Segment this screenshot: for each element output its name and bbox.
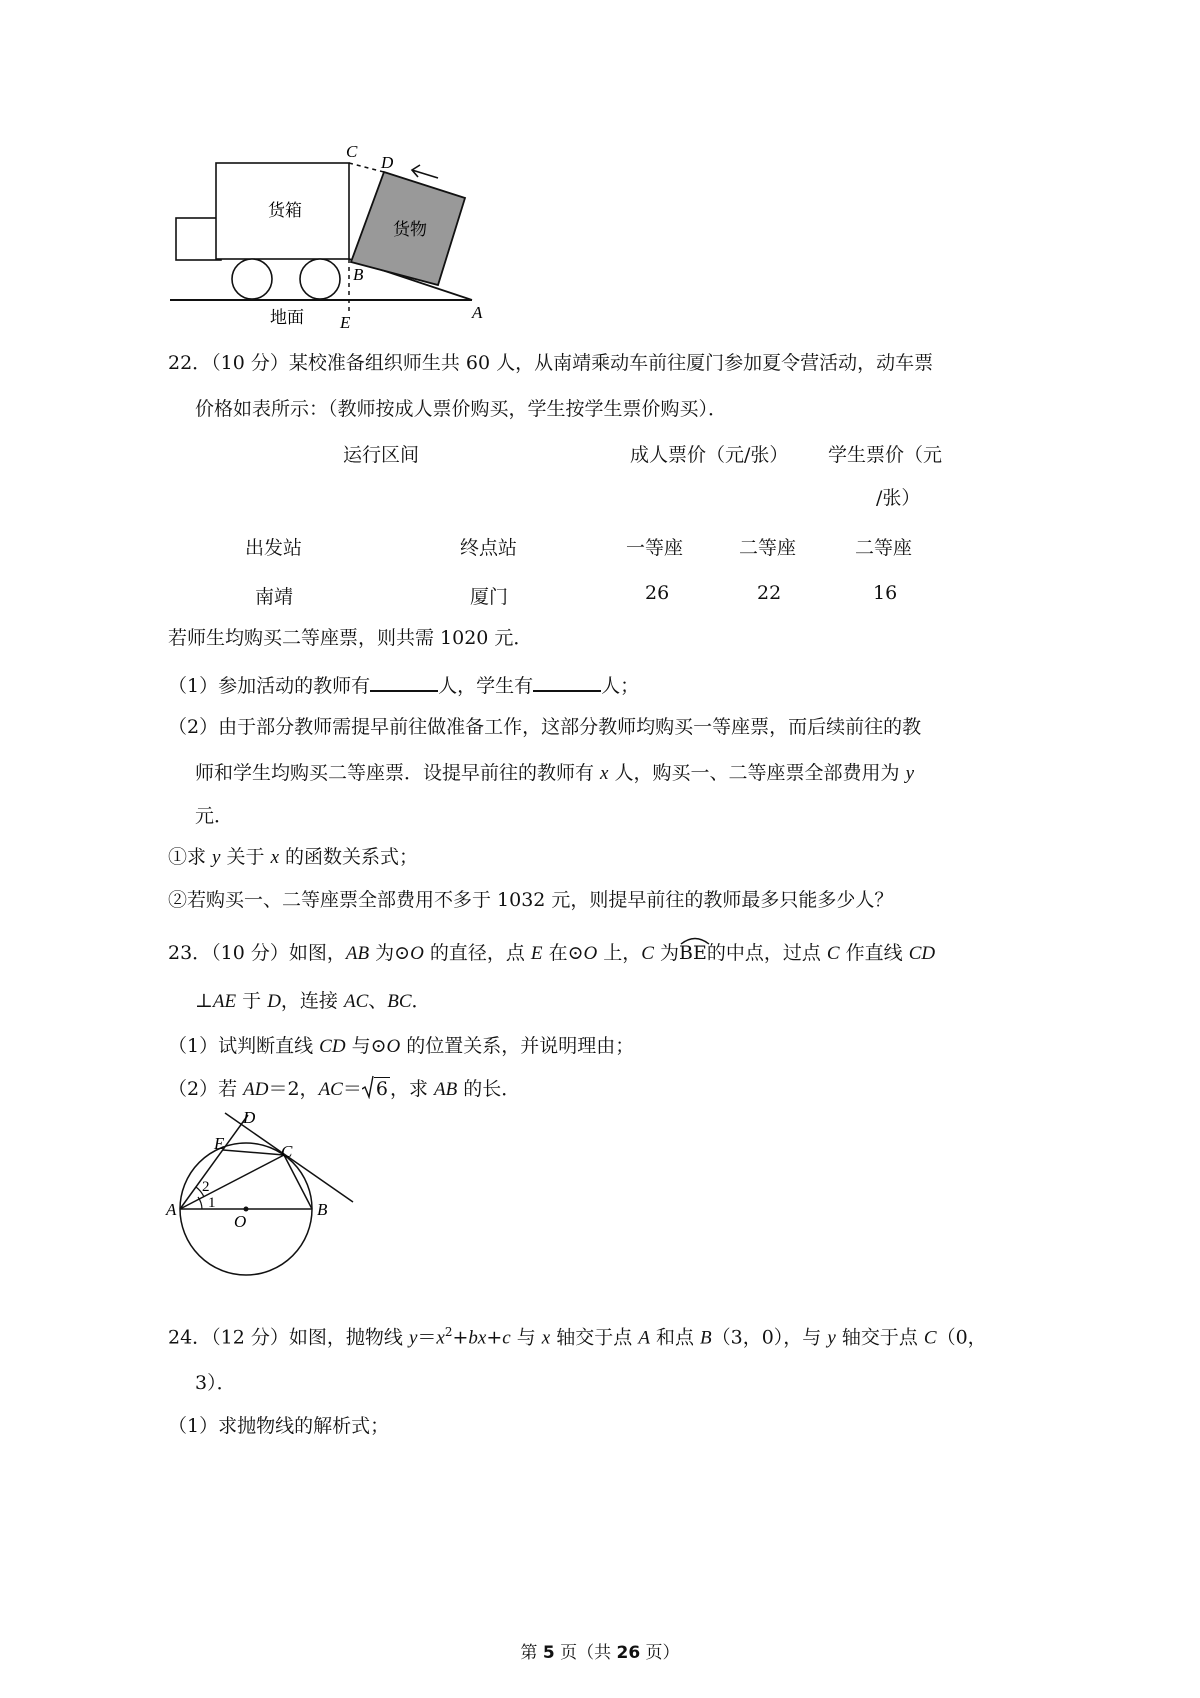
answer-blank-students[interactable] xyxy=(533,672,601,692)
q23-part1: （1）试判断直线 CD 与⊙O 的位置关系，并说明理由； xyxy=(168,1035,635,1057)
table-header-adult: 成人票价（元/张） xyxy=(630,444,789,466)
table-header-student-unit: /张） xyxy=(876,487,921,509)
truck-label-d: D xyxy=(381,153,394,172)
circle-label-c: C xyxy=(281,1142,293,1161)
table-header-student: 学生票价（元 xyxy=(828,444,943,466)
table-sub-second-student: 二等座 xyxy=(855,537,913,559)
table-row-to: 厦门 xyxy=(470,586,509,608)
q22-intro-line2: 价格如表所示：（教师按成人票价购买，学生按学生票价购买）． xyxy=(195,398,728,420)
angle-label-2: 2 xyxy=(202,1179,210,1195)
q22-condition: 若师生均购买二等座票，则共需 1020 元． xyxy=(168,627,533,649)
table-header-route: 运行区间 xyxy=(343,444,420,466)
table-row-student: 16 xyxy=(873,582,898,604)
page-footer: 第 5 页（共 26 页） xyxy=(520,1643,680,1663)
q24-part1: （1）求抛物线的解析式； xyxy=(168,1415,390,1437)
circle-label-d: D xyxy=(243,1108,256,1127)
circle-figure xyxy=(160,1105,370,1295)
q23-part2: （2）若 AD＝2，AC＝ 6 ，求 AB 的长． xyxy=(168,1078,521,1100)
answer-blank-teachers[interactable] xyxy=(370,672,438,692)
q22-sub1: ①求 y 关于 x 的函数关系式； xyxy=(168,846,419,868)
page-total: 26 xyxy=(616,1643,641,1663)
ground-label: 地面 xyxy=(270,308,304,327)
sqrt-6: 6 xyxy=(362,1078,390,1101)
q22-part2-line3: 元． xyxy=(195,805,234,827)
cargo-box-label: 货箱 xyxy=(268,201,302,220)
circle-label-a: A xyxy=(166,1200,177,1219)
angle-label-1: 1 xyxy=(208,1195,216,1211)
table-row-first: 26 xyxy=(645,582,670,604)
table-sub-to: 终点站 xyxy=(460,537,518,559)
truck-label-c: C xyxy=(346,142,358,161)
table-sub-second: 二等座 xyxy=(739,537,797,559)
cargo-label: 货物 xyxy=(393,220,427,239)
table-row-from: 南靖 xyxy=(255,586,294,608)
circle-label-e: E xyxy=(214,1134,225,1153)
q24-line2: 3）． xyxy=(195,1372,236,1394)
circle-label-b: B xyxy=(317,1200,328,1219)
page-number: 5 xyxy=(542,1643,555,1663)
q22-part1: （1）参加活动的教师有 人，学生有 人； xyxy=(168,672,639,698)
q24-line1: 24．（12 分）如图，抛物线 $y=x^2+bx+c$ 与 x 轴交于点 A 和点 B（3，0），与 y 轴交于点 C（0， xyxy=(168,1325,987,1349)
arc-be: BE xyxy=(679,942,707,965)
q23-line2: ⊥AE 于 D，连接 AC、BC． xyxy=(195,990,431,1012)
truck-label-b: B xyxy=(353,265,364,284)
table-row-second: 22 xyxy=(757,582,782,604)
table-sub-first: 一等座 xyxy=(626,537,684,559)
truck-figure xyxy=(170,140,530,355)
q22-intro-line1: 22．（10 分）某校准备组织师生共 60 人，从南靖乘动车前往厦门参加夏令营活动，动车票 xyxy=(168,352,934,374)
truck-label-e: E xyxy=(340,313,351,332)
table-sub-from: 出发站 xyxy=(245,537,303,559)
q22-part2-line2: 师和学生均购买二等座票．设提早前往的教师有 x 人，购买一、二等座票全部费用为 y xyxy=(195,762,915,784)
q22-part2-line1: （2）由于部分教师需提早前往做准备工作，这部分教师均购买一等座票，而后续前往的教 xyxy=(168,716,922,738)
circle-label-o: O xyxy=(234,1212,247,1231)
q22-sub2: ②若购买一、二等座票全部费用不多于 1032 元，则提早前往的教师最多只能多少人？ xyxy=(168,889,894,911)
truck-label-a: A xyxy=(472,303,483,322)
q23-line1: 23．（10 分）如图，AB 为⊙O 的直径，点 E 在⊙O 上，C 为 BE的中点，过点 C 作直线 CD xyxy=(168,942,935,966)
